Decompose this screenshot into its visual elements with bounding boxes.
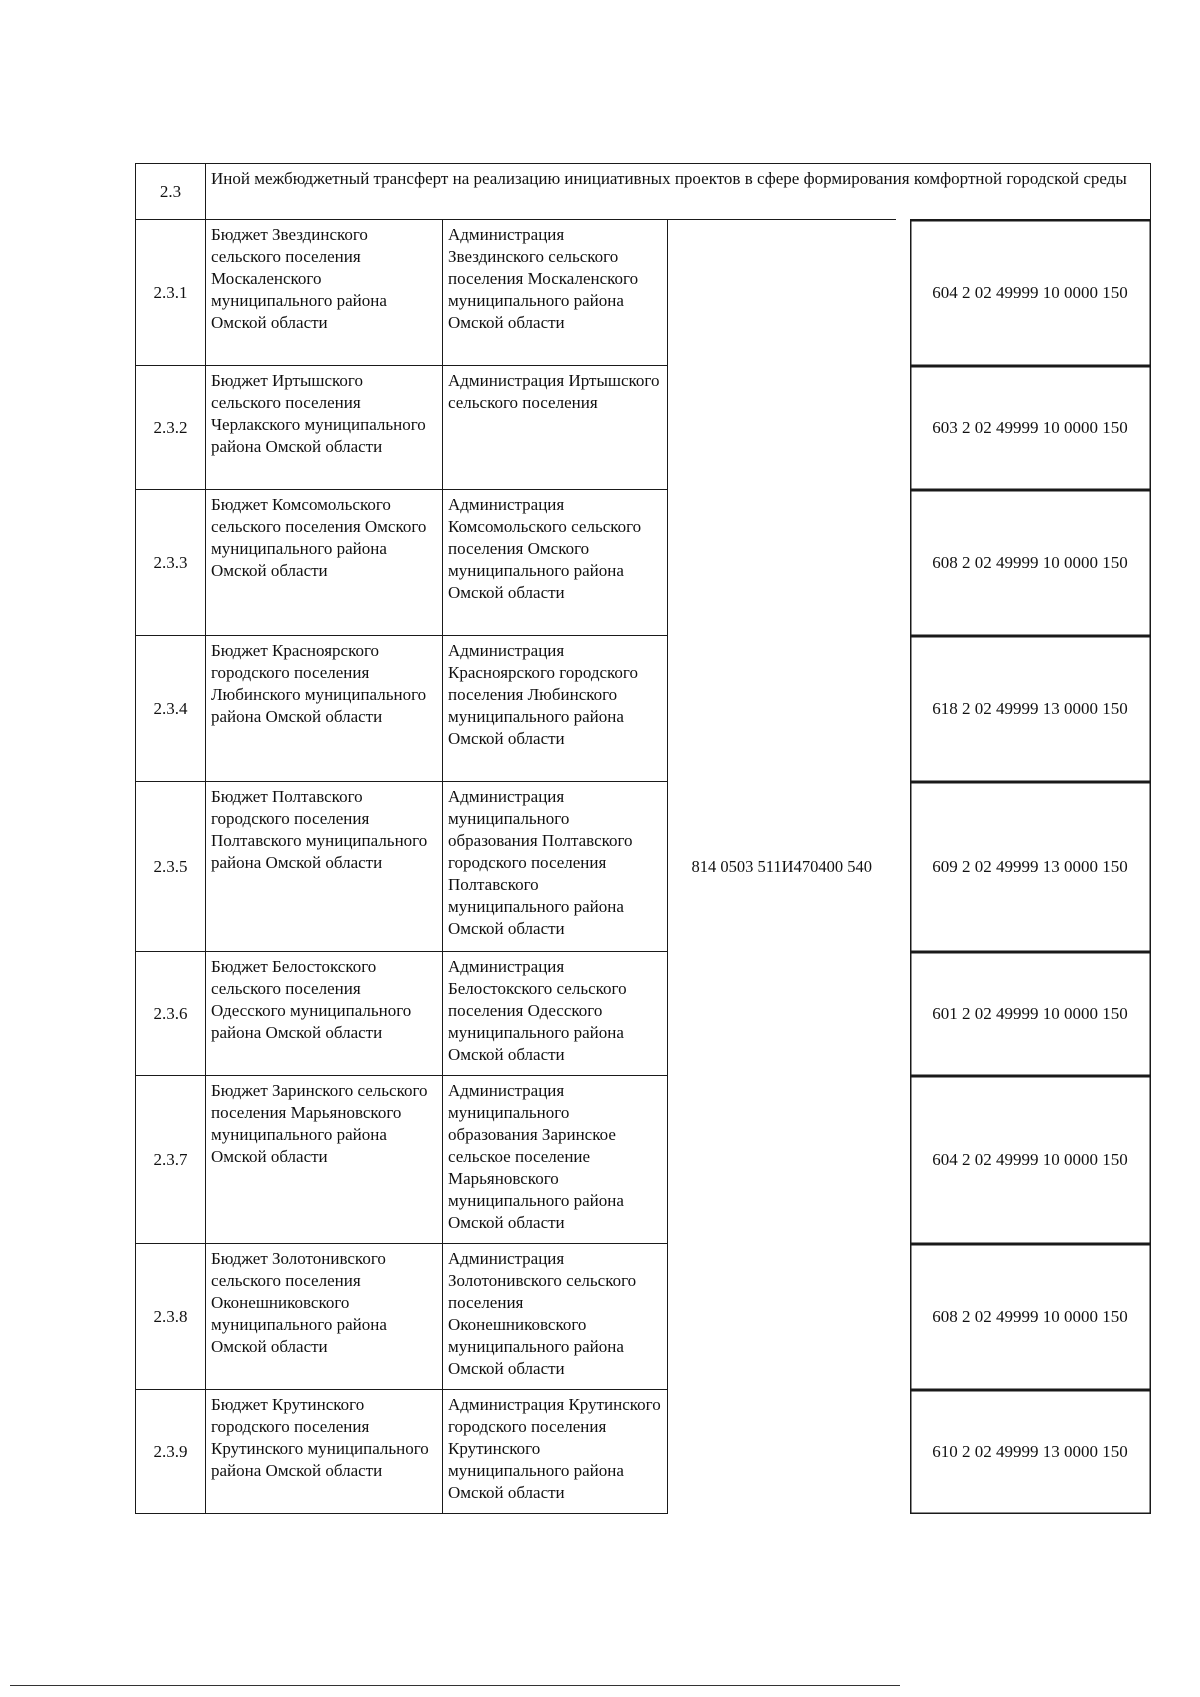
- income-code: 609 2 02 49999 13 0000 150: [903, 782, 1151, 952]
- administrator-name: Администрация Крутинского городского поселения Крутинского муниципального района Омской области: [443, 1390, 668, 1514]
- row-number: 2.3.6: [136, 952, 206, 1076]
- income-code: 608 2 02 49999 10 0000 150: [903, 490, 1151, 636]
- row-number: 2.3.9: [136, 1390, 206, 1514]
- table-row: [136, 1076, 1151, 1244]
- income-code: 608 2 02 49999 10 0000 150: [903, 1244, 1151, 1390]
- budget-name: Бюджет Звездинского сельского поселения Москаленского муниципального района Омской области: [206, 220, 443, 366]
- table-row: [136, 1244, 1151, 1390]
- table-row: [136, 366, 1151, 490]
- row-number: 2.3.1: [136, 220, 206, 366]
- table-row: [136, 636, 1151, 782]
- section-title: Иной межбюджетный трансферт на реализацию инициативных проектов в сфере формирования комфортной городской среды: [206, 164, 1151, 220]
- budget-name: Бюджет Полтавского городского поселения Полтавского муниципального района Омской области: [206, 782, 443, 952]
- budget-name: Бюджет Иртышского сельского поселения Черлакского муниципального района Омской области: [206, 366, 443, 490]
- row-number: 2.3.8: [136, 1244, 206, 1390]
- income-code: 601 2 02 49999 10 0000 150: [903, 952, 1151, 1076]
- table-row: [136, 782, 1151, 952]
- budget-name: Бюджет Заринского сельского поселения Марьяновского муниципального района Омской области: [206, 1076, 443, 1244]
- table-row: [136, 952, 1151, 1076]
- administrator-name: Администрация Белостокского сельского поселения Одесского муниципального района Омской области: [443, 952, 668, 1076]
- common-budget-code: 814 0503 511И470400 540: [668, 220, 903, 1514]
- transfer-table: [135, 163, 1151, 1514]
- budget-name: Бюджет Крутинского городского поселения Крутинского муниципального района Омской области: [206, 1390, 443, 1514]
- page-bottom-divider: [10, 1685, 900, 1686]
- budget-name: Бюджет Золотонивского сельского поселения Оконешниковского муниципального района Омской области: [206, 1244, 443, 1390]
- row-number: 2.3.3: [136, 490, 206, 636]
- row-number: 2.3.5: [136, 782, 206, 952]
- budget-name: Бюджет Белостокского сельского поселения Одесского муниципального района Омской области: [206, 952, 443, 1076]
- income-code: 610 2 02 49999 13 0000 150: [903, 1390, 1151, 1514]
- income-code: 604 2 02 49999 10 0000 150: [903, 220, 1151, 366]
- administrator-name: Администрация Иртышского сельского поселения: [443, 366, 668, 490]
- income-code: 618 2 02 49999 13 0000 150: [903, 636, 1151, 782]
- table-row: [136, 490, 1151, 636]
- row-number: 2.3.2: [136, 366, 206, 490]
- budget-name: Бюджет Красноярского городского поселения Любинского муниципального района Омской области: [206, 636, 443, 782]
- table-row: [136, 220, 1151, 366]
- administrator-name: Администрация муниципального образования Полтавского городского поселения Полтавского муниципального района Омской области: [443, 782, 668, 952]
- administrator-name: Администрация Золотонивского сельского поселения Оконешниковского муниципального района Омской области: [443, 1244, 668, 1390]
- income-code: 604 2 02 49999 10 0000 150: [903, 1076, 1151, 1244]
- administrator-name: Администрация муниципального образования Заринское сельское поселение Марьяновского муниципального района Омской области: [443, 1076, 668, 1244]
- section-number: 2.3: [136, 164, 206, 220]
- table-row: [136, 1390, 1151, 1514]
- income-code: 603 2 02 49999 10 0000 150: [903, 366, 1151, 490]
- administrator-name: Администрация Звездинского сельского поселения Москаленского муниципального района Омской области: [443, 220, 668, 366]
- section-header-row: [136, 164, 1151, 220]
- row-number: 2.3.7: [136, 1076, 206, 1244]
- administrator-name: Администрация Красноярского городского поселения Любинского муниципального района Омской области: [443, 636, 668, 782]
- budget-name: Бюджет Комсомольского сельского поселения Омского муниципального района Омской области: [206, 490, 443, 636]
- row-number: 2.3.4: [136, 636, 206, 782]
- administrator-name: Администрация Комсомольского сельского поселения Омского муниципального района Омской области: [443, 490, 668, 636]
- table-body: [136, 164, 1151, 1514]
